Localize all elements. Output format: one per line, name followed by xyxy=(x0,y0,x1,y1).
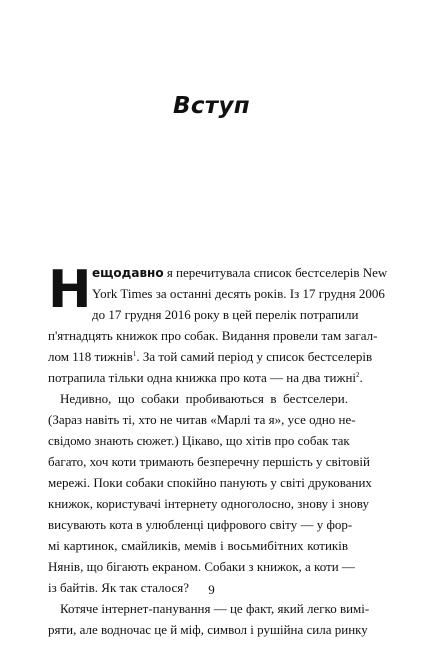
lead-in-word: ещодавно xyxy=(92,266,164,280)
text-line: Котяче інтернет-панування — це факт, який легко вимі- xyxy=(60,601,370,616)
text-line: до 17 грудня 2016 року в цей перелік потрапили xyxy=(92,307,359,322)
text-line: свідомо знають сюжет.) Цікаво, що хітів про собак так xyxy=(48,433,350,448)
text-line xyxy=(48,262,388,283)
text-fragment: потрапила тільки одна книжка про кота — на два тижні xyxy=(48,370,357,385)
text-fragment: лом 118 тижнів xyxy=(48,349,133,364)
text-line: мережі. Поки собаки спокійно панують у світі друкованих xyxy=(48,475,372,490)
text-line xyxy=(48,367,363,388)
text-fragment: я перечитувала список бестселерів New xyxy=(163,265,388,280)
footnote-ref[interactable]: 1 xyxy=(132,350,137,358)
drop-cap: Н xyxy=(48,260,92,320)
text-line: ряти, але водночас це й міф, символ і рушійна сила ринку xyxy=(48,622,368,637)
text-fragment: . За той самий період у список бестселерів xyxy=(136,349,373,364)
text-line: багато, хоч коти тримають безперечну першість у світовій xyxy=(48,454,370,469)
text-fragment: . xyxy=(359,370,363,385)
text-line: мі картинок, смайликів, мемів і восьмибітних котиків xyxy=(48,538,348,553)
text-line: (Зараз навіть ті, хто не читав «Марлі та я», усе одно не- xyxy=(48,412,356,427)
chapter-title: Вступ xyxy=(173,93,250,119)
text-line xyxy=(48,346,373,367)
text-line: Нянів, що бігають екраном. Собаки з книжок, а коти — xyxy=(48,559,355,574)
text-line: п'ятнадцять книжок про собак. Видання провели там загал- xyxy=(48,328,378,343)
text-line: висувають кота в улюбленці цифрового світу — у фор- xyxy=(48,517,353,532)
footnote-ref[interactable]: 2 xyxy=(356,371,360,379)
text-line: York Times за останні десять років. Із 17 грудня 2006 xyxy=(92,286,385,301)
text-line: книжок, користувачі інтернету одноголосно, знову і знову xyxy=(48,496,369,511)
text-line: Недивно, що собаки пробиваються в бестселери. xyxy=(60,391,348,406)
page-number: 9 xyxy=(208,582,215,597)
text-line: із байтів. Як так сталося? xyxy=(48,580,190,595)
